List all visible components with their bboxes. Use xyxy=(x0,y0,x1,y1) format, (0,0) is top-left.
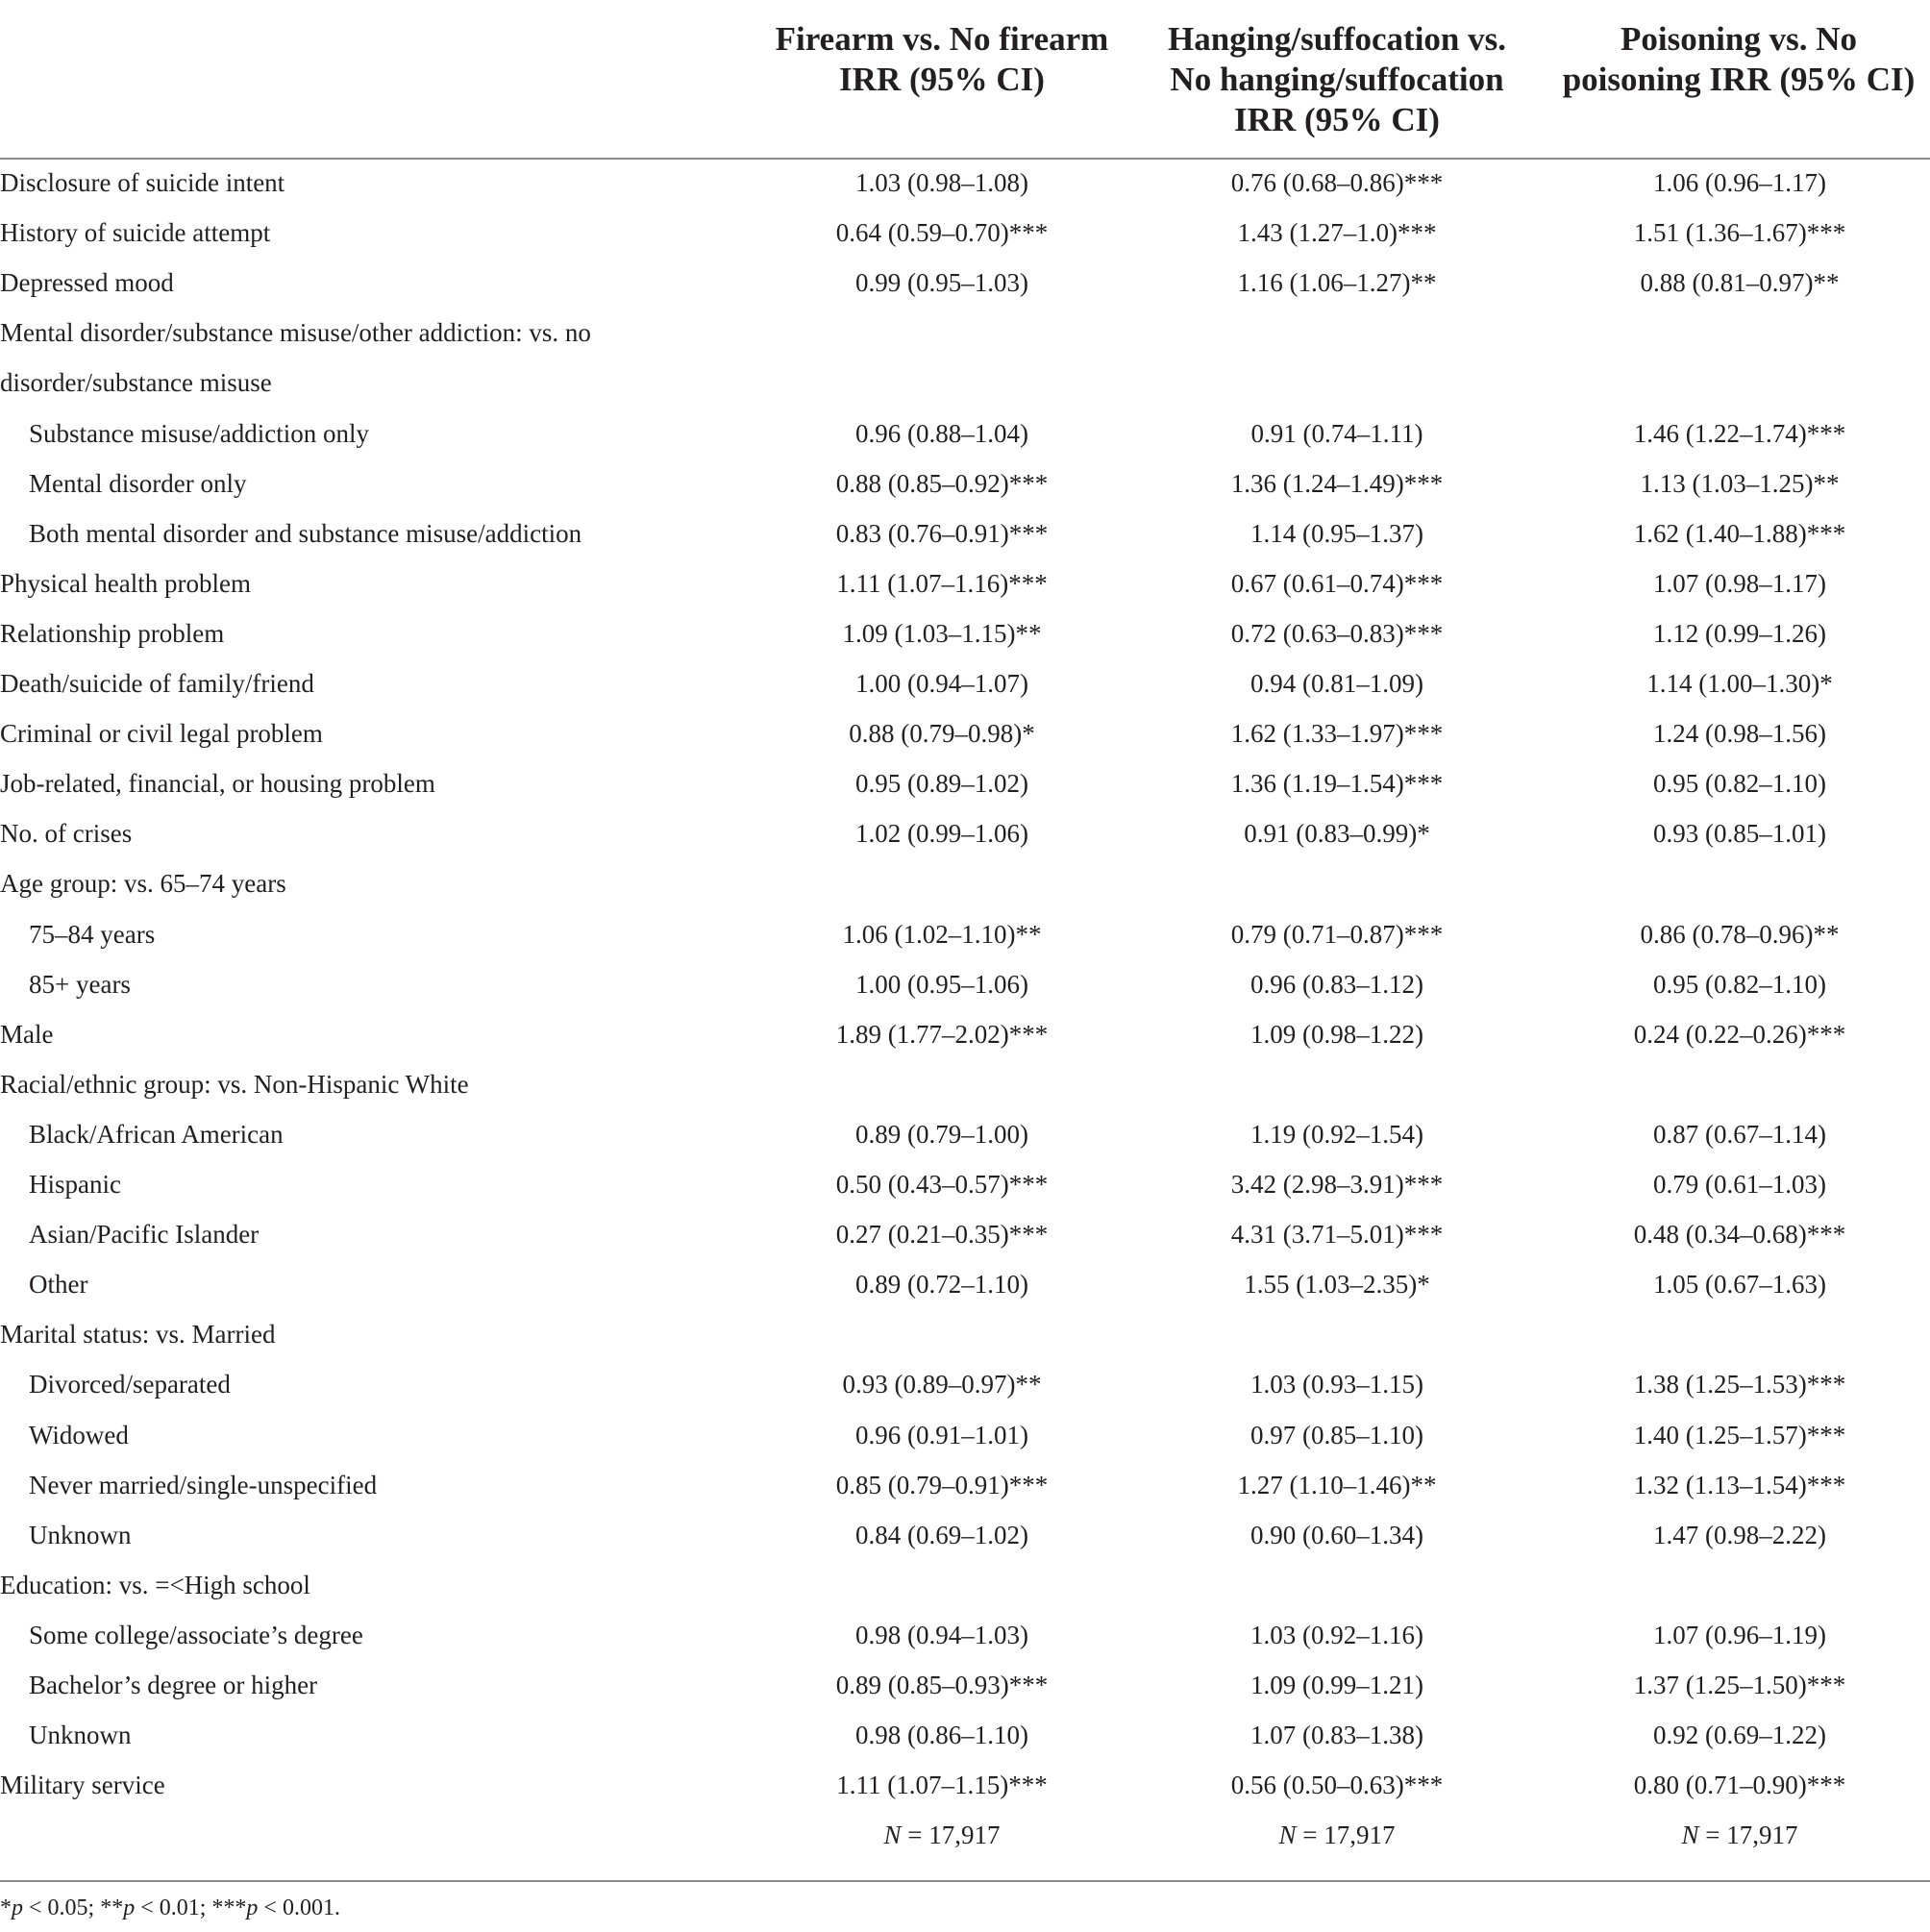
irr-firearm: 1.06 (1.02–1.10)** xyxy=(842,919,1042,949)
irr-poisoning: 1.14 (1.00–1.30)* xyxy=(1646,669,1833,698)
irr-firearm: 0.99 (0.95–1.03) xyxy=(855,268,1028,298)
irr-hanging: 0.67 (0.61–0.74)*** xyxy=(1230,568,1444,598)
irr-firearm: 0.95 (0.89–1.02) xyxy=(855,769,1028,799)
row-label: Racial/ethnic group: vs. Non-Hispanic White xyxy=(0,1069,469,1099)
table-row xyxy=(0,708,1930,758)
irr-poisoning: 1.62 (1.40–1.88)*** xyxy=(1633,518,1846,548)
irr-hanging: 0.97 (0.85–1.10) xyxy=(1250,1420,1423,1449)
irr-firearm: 0.84 (0.69–1.02) xyxy=(855,1520,1028,1549)
table-row xyxy=(0,158,1930,208)
table-row xyxy=(0,1660,1930,1710)
irr-poisoning: 1.37 (1.25–1.50)*** xyxy=(1633,1671,1846,1699)
table-row xyxy=(0,959,1930,1009)
row-label: Job-related, financial, or housing problem xyxy=(0,769,435,799)
irr-firearm: 0.27 (0.21–0.35)*** xyxy=(835,1220,1049,1250)
header-line: Hanging/suffocation vs. xyxy=(1168,20,1506,58)
irr-poisoning: 1.05 (0.67–1.63) xyxy=(1653,1270,1826,1300)
irr-poisoning: 1.51 (1.36–1.67)*** xyxy=(1633,218,1846,248)
row-label: Unknown xyxy=(29,1721,132,1750)
row-label: Marital status: vs. Married xyxy=(0,1320,276,1350)
row-label: Relationship problem xyxy=(0,618,225,648)
sample-size-hanging xyxy=(1135,1810,1539,1860)
footnote-part: < 0.01; *** xyxy=(135,1895,247,1920)
row-label: Hispanic xyxy=(29,1170,121,1199)
row-label: Military service xyxy=(0,1771,165,1800)
irr-firearm: 1.00 (0.94–1.07) xyxy=(855,669,1028,698)
row-label: Death/suicide of family/friend xyxy=(0,669,314,698)
irr-poisoning: 1.40 (1.25–1.57)*** xyxy=(1633,1420,1846,1449)
table-row xyxy=(0,358,1930,408)
row-label: Disclosure of suicide intent xyxy=(0,168,285,197)
table-row xyxy=(0,1359,1930,1409)
row-label: Other xyxy=(29,1270,88,1300)
footnote-part: < 0.001. xyxy=(258,1895,340,1920)
column-header-firearm xyxy=(764,19,1120,100)
irr-hanging: 0.96 (0.83–1.12) xyxy=(1250,969,1423,999)
row-label: Criminal or civil legal problem xyxy=(0,719,323,749)
irr-poisoning: 0.24 (0.22–0.26)*** xyxy=(1633,1019,1846,1049)
header-line: IRR (95% CI) xyxy=(1234,101,1440,138)
irr-firearm: 0.96 (0.88–1.04) xyxy=(855,418,1028,448)
irr-firearm: 0.93 (0.89–0.97)** xyxy=(842,1370,1042,1399)
table-row xyxy=(0,1109,1930,1159)
irr-firearm: 1.03 (0.98–1.08) xyxy=(855,168,1028,197)
irr-hanging: 1.16 (1.06–1.27)** xyxy=(1237,268,1437,298)
row-label: 85+ years xyxy=(29,969,131,999)
table-row xyxy=(0,409,1930,458)
irr-firearm: 0.88 (0.85–0.92)*** xyxy=(835,468,1049,498)
table-row xyxy=(0,808,1930,858)
irr-hanging: 1.03 (0.93–1.15) xyxy=(1250,1370,1423,1399)
table-row xyxy=(0,1460,1930,1510)
irr-firearm: 0.88 (0.79–0.98)* xyxy=(849,719,1035,749)
row-label: Both mental disorder and substance misuse/addiction xyxy=(29,518,582,548)
table-row xyxy=(0,558,1930,608)
row-label: Divorced/separated xyxy=(29,1370,231,1399)
n-symbol: N xyxy=(883,1821,902,1850)
header-line: No hanging/suffocation xyxy=(1170,61,1504,98)
irr-firearm: 0.96 (0.91–1.01) xyxy=(855,1420,1028,1449)
irr-poisoning: 1.24 (0.98–1.56) xyxy=(1653,719,1826,749)
row-label: Mental disorder/substance misuse/other addiction: vs. no xyxy=(0,318,591,348)
table-row xyxy=(0,1059,1930,1109)
irr-poisoning: 1.06 (0.96–1.17) xyxy=(1653,168,1826,197)
table-row xyxy=(0,308,1930,358)
column-header-hanging xyxy=(1135,19,1539,140)
header-line: poisoning IRR (95% CI) xyxy=(1562,61,1916,98)
irr-firearm: 1.11 (1.07–1.15)*** xyxy=(836,1771,1048,1800)
row-label: Male xyxy=(0,1019,54,1049)
table-row xyxy=(0,1710,1930,1760)
irr-poisoning: 1.46 (1.22–1.74)*** xyxy=(1633,418,1846,448)
table-row xyxy=(0,1410,1930,1460)
irr-poisoning: 0.86 (0.78–0.96)** xyxy=(1640,919,1840,949)
irr-poisoning: 0.95 (0.82–1.10) xyxy=(1653,769,1826,799)
table-row xyxy=(0,1259,1930,1309)
row-label: Never married/single-unspecified xyxy=(29,1470,378,1499)
header-line: Poisoning vs. No xyxy=(1620,20,1858,58)
table-row xyxy=(0,208,1930,258)
irr-hanging: 0.90 (0.60–1.34) xyxy=(1250,1520,1423,1549)
table-row xyxy=(0,1009,1930,1059)
header-line: IRR (95% CI) xyxy=(839,61,1045,98)
row-label: Education: vs. =<High school xyxy=(0,1570,310,1599)
irr-poisoning: 0.93 (0.85–1.01) xyxy=(1653,819,1826,849)
table-row xyxy=(0,758,1930,808)
table-row xyxy=(0,508,1930,558)
row-label: Some college/associate’s degree xyxy=(29,1620,363,1649)
irr-poisoning: 1.13 (1.03–1.25)** xyxy=(1640,468,1840,498)
row-label: Widowed xyxy=(29,1420,129,1449)
irr-firearm: 1.02 (0.99–1.06) xyxy=(855,819,1028,849)
irr-firearm: 1.11 (1.07–1.16)*** xyxy=(836,568,1048,598)
irr-hanging: 3.42 (2.98–3.91)*** xyxy=(1230,1170,1444,1199)
irr-hanging: 1.55 (1.03–2.35)* xyxy=(1244,1270,1430,1300)
row-label: No. of crises xyxy=(0,819,133,849)
table-row xyxy=(0,1560,1930,1610)
table-row xyxy=(0,458,1930,508)
irr-firearm: 0.50 (0.43–0.57)*** xyxy=(835,1170,1049,1199)
irr-hanging: 0.91 (0.83–0.99)* xyxy=(1244,819,1430,849)
irr-poisoning: 0.92 (0.69–1.22) xyxy=(1653,1721,1826,1750)
footnote-part: p xyxy=(123,1895,136,1920)
irr-hanging: 0.72 (0.63–0.83)*** xyxy=(1230,618,1444,648)
table-row xyxy=(0,1159,1930,1209)
sample-size-poisoning xyxy=(1538,1810,1930,1860)
irr-hanging: 1.36 (1.24–1.49)*** xyxy=(1230,468,1444,498)
row-label: Physical health problem xyxy=(0,568,251,598)
table-row xyxy=(0,608,1930,658)
irr-hanging: 1.62 (1.33–1.97)*** xyxy=(1230,719,1444,749)
irr-firearm: 1.89 (1.77–2.02)*** xyxy=(835,1019,1049,1049)
n-symbol: N xyxy=(1681,1821,1699,1850)
footnote-part: p xyxy=(12,1895,23,1920)
n-value: = 17,917 xyxy=(901,1821,1001,1850)
header-line: Firearm vs. No firearm xyxy=(775,20,1109,58)
sample-size-row xyxy=(0,1810,1930,1860)
irr-hanging: 0.91 (0.74–1.11) xyxy=(1250,418,1423,448)
irr-hanging: 1.19 (0.92–1.54) xyxy=(1250,1119,1423,1149)
row-label: Black/African American xyxy=(29,1119,284,1149)
row-label: Bachelor’s degree or higher xyxy=(29,1671,318,1699)
row-label: Asian/Pacific Islander xyxy=(29,1220,260,1250)
table-row xyxy=(0,909,1930,959)
irr-hanging: 0.79 (0.71–0.87)*** xyxy=(1230,919,1444,949)
irr-hanging: 1.36 (1.19–1.54)*** xyxy=(1230,769,1444,799)
irr-hanging: 1.09 (0.99–1.21) xyxy=(1250,1671,1423,1699)
table-row xyxy=(0,258,1930,308)
row-label: History of suicide attempt xyxy=(0,218,271,248)
irr-firearm: 0.85 (0.79–0.91)*** xyxy=(835,1470,1049,1499)
table-row xyxy=(0,858,1930,908)
irr-hanging: 1.09 (0.98–1.22) xyxy=(1250,1019,1423,1049)
n-value: = 17,917 xyxy=(1698,1821,1798,1850)
irr-poisoning: 1.07 (0.98–1.17) xyxy=(1653,568,1826,598)
irr-poisoning: 0.95 (0.82–1.10) xyxy=(1653,969,1826,999)
column-header-poisoning xyxy=(1547,19,1930,100)
table-row xyxy=(0,1610,1930,1660)
irr-hanging: 1.43 (1.27–1.0)*** xyxy=(1237,218,1437,248)
irr-hanging: 1.07 (0.83–1.38) xyxy=(1250,1721,1423,1750)
irr-firearm: 1.09 (1.03–1.15)** xyxy=(842,618,1042,648)
sample-size-firearm xyxy=(740,1810,1144,1860)
table-header xyxy=(0,0,1930,160)
irr-firearm: 0.64 (0.59–0.70)*** xyxy=(835,218,1049,248)
row-label: 75–84 years xyxy=(29,919,156,949)
irr-poisoning: 0.48 (0.34–0.68)*** xyxy=(1633,1220,1846,1250)
irr-hanging: 1.27 (1.10–1.46)** xyxy=(1237,1470,1437,1499)
irr-poisoning: 1.12 (0.99–1.26) xyxy=(1653,618,1826,648)
table-row xyxy=(0,1209,1930,1259)
irr-hanging: 0.76 (0.68–0.86)*** xyxy=(1230,168,1444,197)
irr-poisoning: 0.80 (0.71–0.90)*** xyxy=(1633,1771,1846,1800)
row-label: Mental disorder only xyxy=(29,468,247,498)
n-value: = 17,917 xyxy=(1296,1821,1396,1850)
irr-hanging: 0.94 (0.81–1.09) xyxy=(1250,669,1423,698)
row-label: Substance misuse/addiction only xyxy=(29,418,369,448)
table-row xyxy=(0,658,1930,708)
row-label: disorder/substance misuse xyxy=(0,368,272,398)
footnote-part: < 0.05; ** xyxy=(23,1895,124,1920)
irr-firearm: 0.89 (0.79–1.00) xyxy=(855,1119,1028,1149)
table-row xyxy=(0,1510,1930,1560)
irr-firearm: 1.00 (0.95–1.06) xyxy=(855,969,1028,999)
table-row xyxy=(0,1309,1930,1359)
irr-firearm: 0.89 (0.85–0.93)*** xyxy=(835,1671,1049,1699)
row-label: Age group: vs. 65–74 years xyxy=(0,869,286,899)
irr-poisoning: 1.32 (1.13–1.54)*** xyxy=(1633,1470,1846,1499)
irr-poisoning: 1.38 (1.25–1.53)*** xyxy=(1633,1370,1846,1399)
irr-poisoning: 0.87 (0.67–1.14) xyxy=(1653,1119,1826,1149)
n-symbol: N xyxy=(1278,1821,1297,1850)
irr-firearm: 0.98 (0.86–1.10) xyxy=(855,1721,1028,1750)
footnote-part: p xyxy=(246,1895,259,1920)
footnote-part: * xyxy=(0,1895,12,1920)
irr-hanging: 0.56 (0.50–0.63)*** xyxy=(1230,1771,1444,1800)
row-label: Depressed mood xyxy=(0,268,174,298)
irr-hanging: 4.31 (3.71–5.01)*** xyxy=(1230,1220,1444,1250)
irr-firearm: 0.98 (0.94–1.03) xyxy=(855,1620,1028,1649)
irr-hanging: 1.03 (0.92–1.16) xyxy=(1250,1620,1423,1649)
irr-poisoning: 0.88 (0.81–0.97)** xyxy=(1640,268,1840,298)
irr-hanging: 1.14 (0.95–1.37) xyxy=(1250,518,1423,548)
irr-poisoning: 1.07 (0.96–1.19) xyxy=(1653,1620,1826,1649)
bottom-divider xyxy=(0,1880,1930,1882)
row-label: Unknown xyxy=(29,1520,132,1549)
footnote xyxy=(0,1892,340,1924)
irr-firearm: 0.89 (0.72–1.10) xyxy=(855,1270,1028,1300)
irr-poisoning: 1.47 (0.98–2.22) xyxy=(1653,1520,1826,1549)
table-row xyxy=(0,1760,1930,1810)
irr-firearm: 0.83 (0.76–0.91)*** xyxy=(835,518,1049,548)
irr-poisoning: 0.79 (0.61–1.03) xyxy=(1653,1170,1826,1199)
